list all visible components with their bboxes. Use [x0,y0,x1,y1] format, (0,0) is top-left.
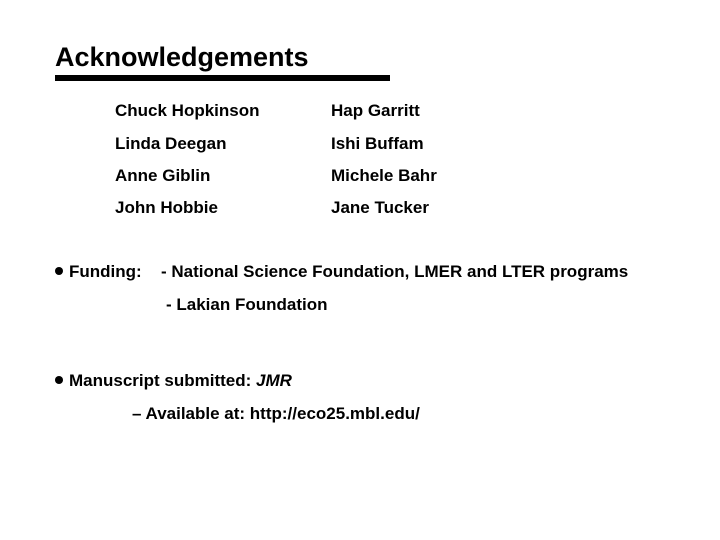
person-name: Chuck Hopkinson [115,101,260,120]
person-name: Anne Giblin [115,166,211,185]
availability-line: – Available at: http://eco25.mbl.edu/ [132,404,420,423]
manuscript-label: Manuscript submitted: [69,371,252,390]
manuscript-bullet [55,371,292,391]
bullet-dot-icon [55,376,63,384]
person-name: John Hobbie [115,198,218,217]
person-name: Ishi Buffam [331,134,424,153]
funding-item: - National Science Foundation, LMER and LTER programs [161,262,629,281]
title-underline [55,75,390,81]
journal-name: JMR [256,371,292,390]
funding-bullet [55,262,628,282]
person-name: Hap Garritt [331,101,420,120]
funding-label: Funding: [69,262,142,281]
page-title: Acknowledgements [55,42,309,72]
person-name: Michele Bahr [331,166,437,185]
bullet-dot-icon [55,267,63,275]
person-name: Jane Tucker [331,198,429,217]
person-name: Linda Deegan [115,134,227,153]
funding-item: - Lakian Foundation [166,295,328,314]
